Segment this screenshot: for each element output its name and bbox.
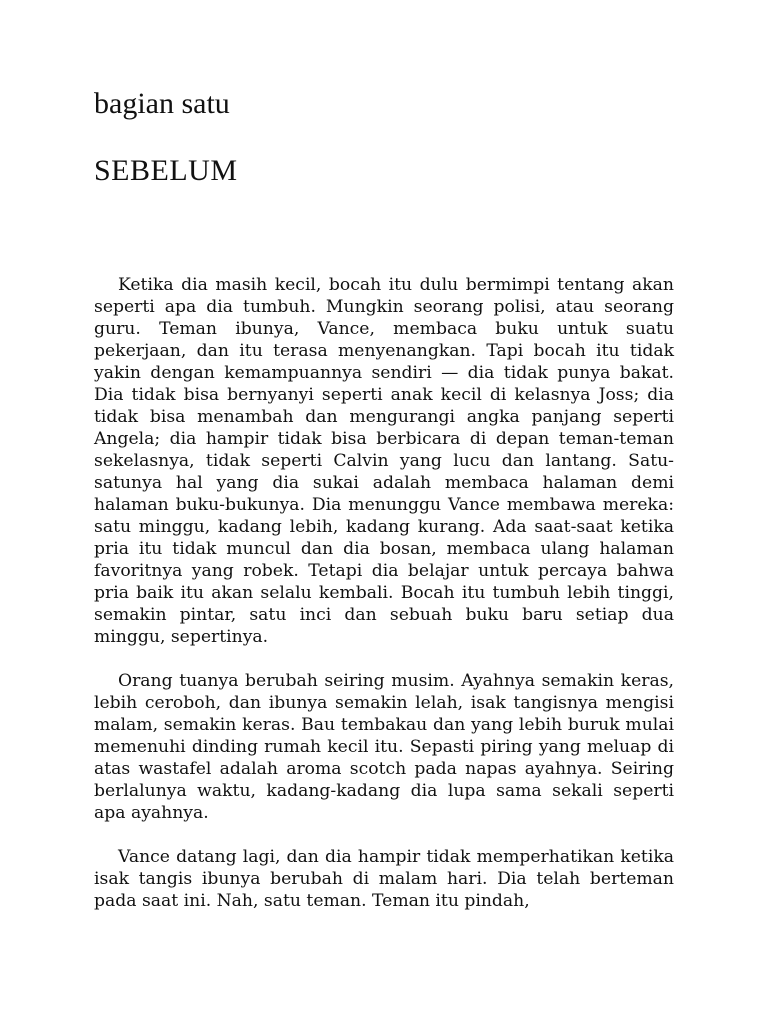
chapter-body (94, 274, 674, 934)
chapter-title: SEBELUM (94, 154, 238, 187)
paragraph-3: Vance datang lagi, dan dia hampir tidak memperhatikan ketika isak tangis ibunya berubah di malam hari. Dia telah berteman pada saat ini. Nah, satu teman. Teman itu pindah, (94, 847, 674, 911)
paragraph-2: Orang tuanya berubah seiring musim. Ayahnya semakin keras, lebih ceroboh, dan ibunya semakin lelah, isak tangisnya mengisi malam, semakin keras. Bau tembakau dan yang lebih buruk mulai memenuhi dinding rumah kecil itu. Sepasti piring yang meluap di atas wastafel adalah aroma scotch pada napas ayahnya. Seiring berlalunya waktu, kadang-kadang dia lupa sama sekali seperti apa ayahnya. (94, 671, 674, 823)
part-label: bagian satu (94, 87, 230, 120)
paragraph-1: Ketika dia masih kecil, bocah itu dulu bermimpi tentang akan seperti apa dia tumbuh. Mungkin seorang polisi, atau seorang guru. Teman ibunya, Vance, membaca buku untuk suatu pekerjaan, dan itu terasa menyenangkan. Tapi bocah itu tidak yakin dengan kemampuannya sendiri — dia tidak punya bakat. Dia tidak bisa bernyanyi seperti anak kecil di kelasnya Joss; dia tidak bisa menambah dan mengurangi angka panjang seperti Angela; dia hampir tidak bisa berbicara di depan teman-teman sekelasnya, tidak seperti Calvin yang lucu dan lantang. Satu-satunya hal yang dia sukai adalah membaca halaman demi halaman buku-bukunya. Dia menunggu Vance membawa mereka: satu minggu, kadang lebih, kadang kurang. Ada saat-saat ketika pria itu tidak muncul dan dia bosan, membaca ulang halaman favoritnya yang robek. Tetapi dia belajar untuk percaya bahwa pria baik itu akan selalu kembali. Bocah itu tumbuh lebih tinggi, semakin pintar, satu inci dan sebuah buku baru setiap dua minggu, sepertinya. (94, 275, 674, 647)
